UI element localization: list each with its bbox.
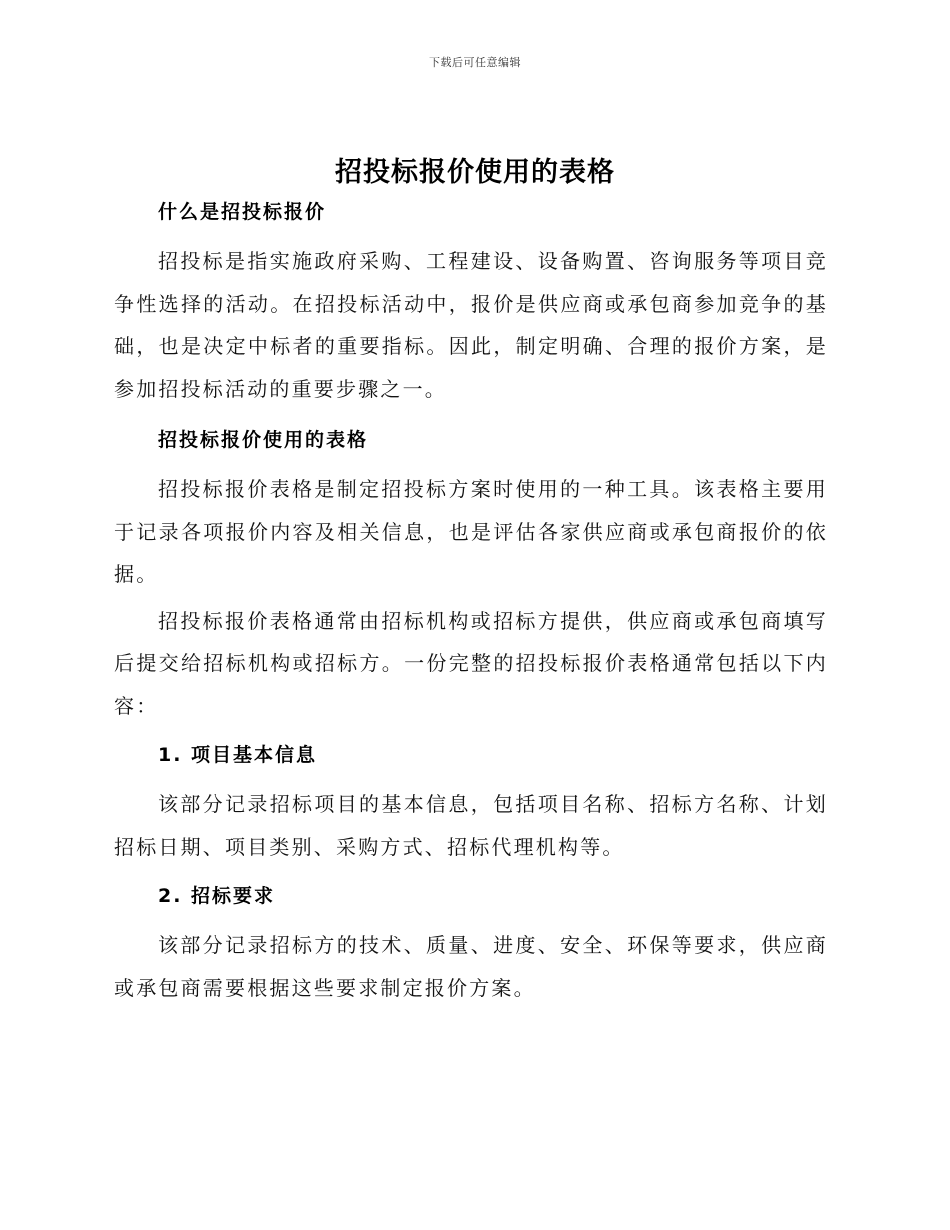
section-heading-project-info: 1. 项目基本信息 [158, 744, 318, 766]
section-heading-bid-quote-form: 招投标报价使用的表格 [158, 429, 369, 451]
paragraph-form-contents: 招投标报价表格通常由招标机构或招标方提供，供应商或承包商填写后提交给招标机构或招标方。一份完整的招投标报价表格通常包括以下内容： [114, 608, 828, 718]
paragraph-bid-requirements: 该部分记录招标方的技术、质量、进度、安全、环保等要求，供应商或承包商需要根据这些要求制定报价方案。 [114, 933, 828, 1000]
section-heading-what-is-bid-quote: 什么是招投标报价 [158, 201, 327, 223]
document-title: 招投标报价使用的表格 [335, 157, 615, 188]
document-body [114, 194, 828, 1009]
paragraph-form-purpose: 招投标报价表格是制定招投标方案时使用的一种工具。该表格主要用于记录各项报价内容及相关信息，也是评估各家供应商或承包商报价的依据。 [114, 477, 828, 586]
header-note: 下载后可任意编辑 [429, 56, 521, 69]
paragraph-bid-definition: 招投标是指实施政府采购、工程建设、设备购置、咨询服务等项目竞争性选择的活动。在招投标活动中，报价是供应商或承包商参加竞争的基础，也是决定中标者的重要指标。因此，制定明确、合理的报价方案，是参加招投标活动的重要步骤之一。 [114, 249, 828, 401]
section-heading-bid-requirements: 2. 招标要求 [158, 885, 276, 907]
paragraph-project-info: 该部分记录招标项目的基本信息，包括项目名称、招标方名称、计划招标日期、项目类别、采购方式、招标代理机构等。 [114, 792, 828, 859]
